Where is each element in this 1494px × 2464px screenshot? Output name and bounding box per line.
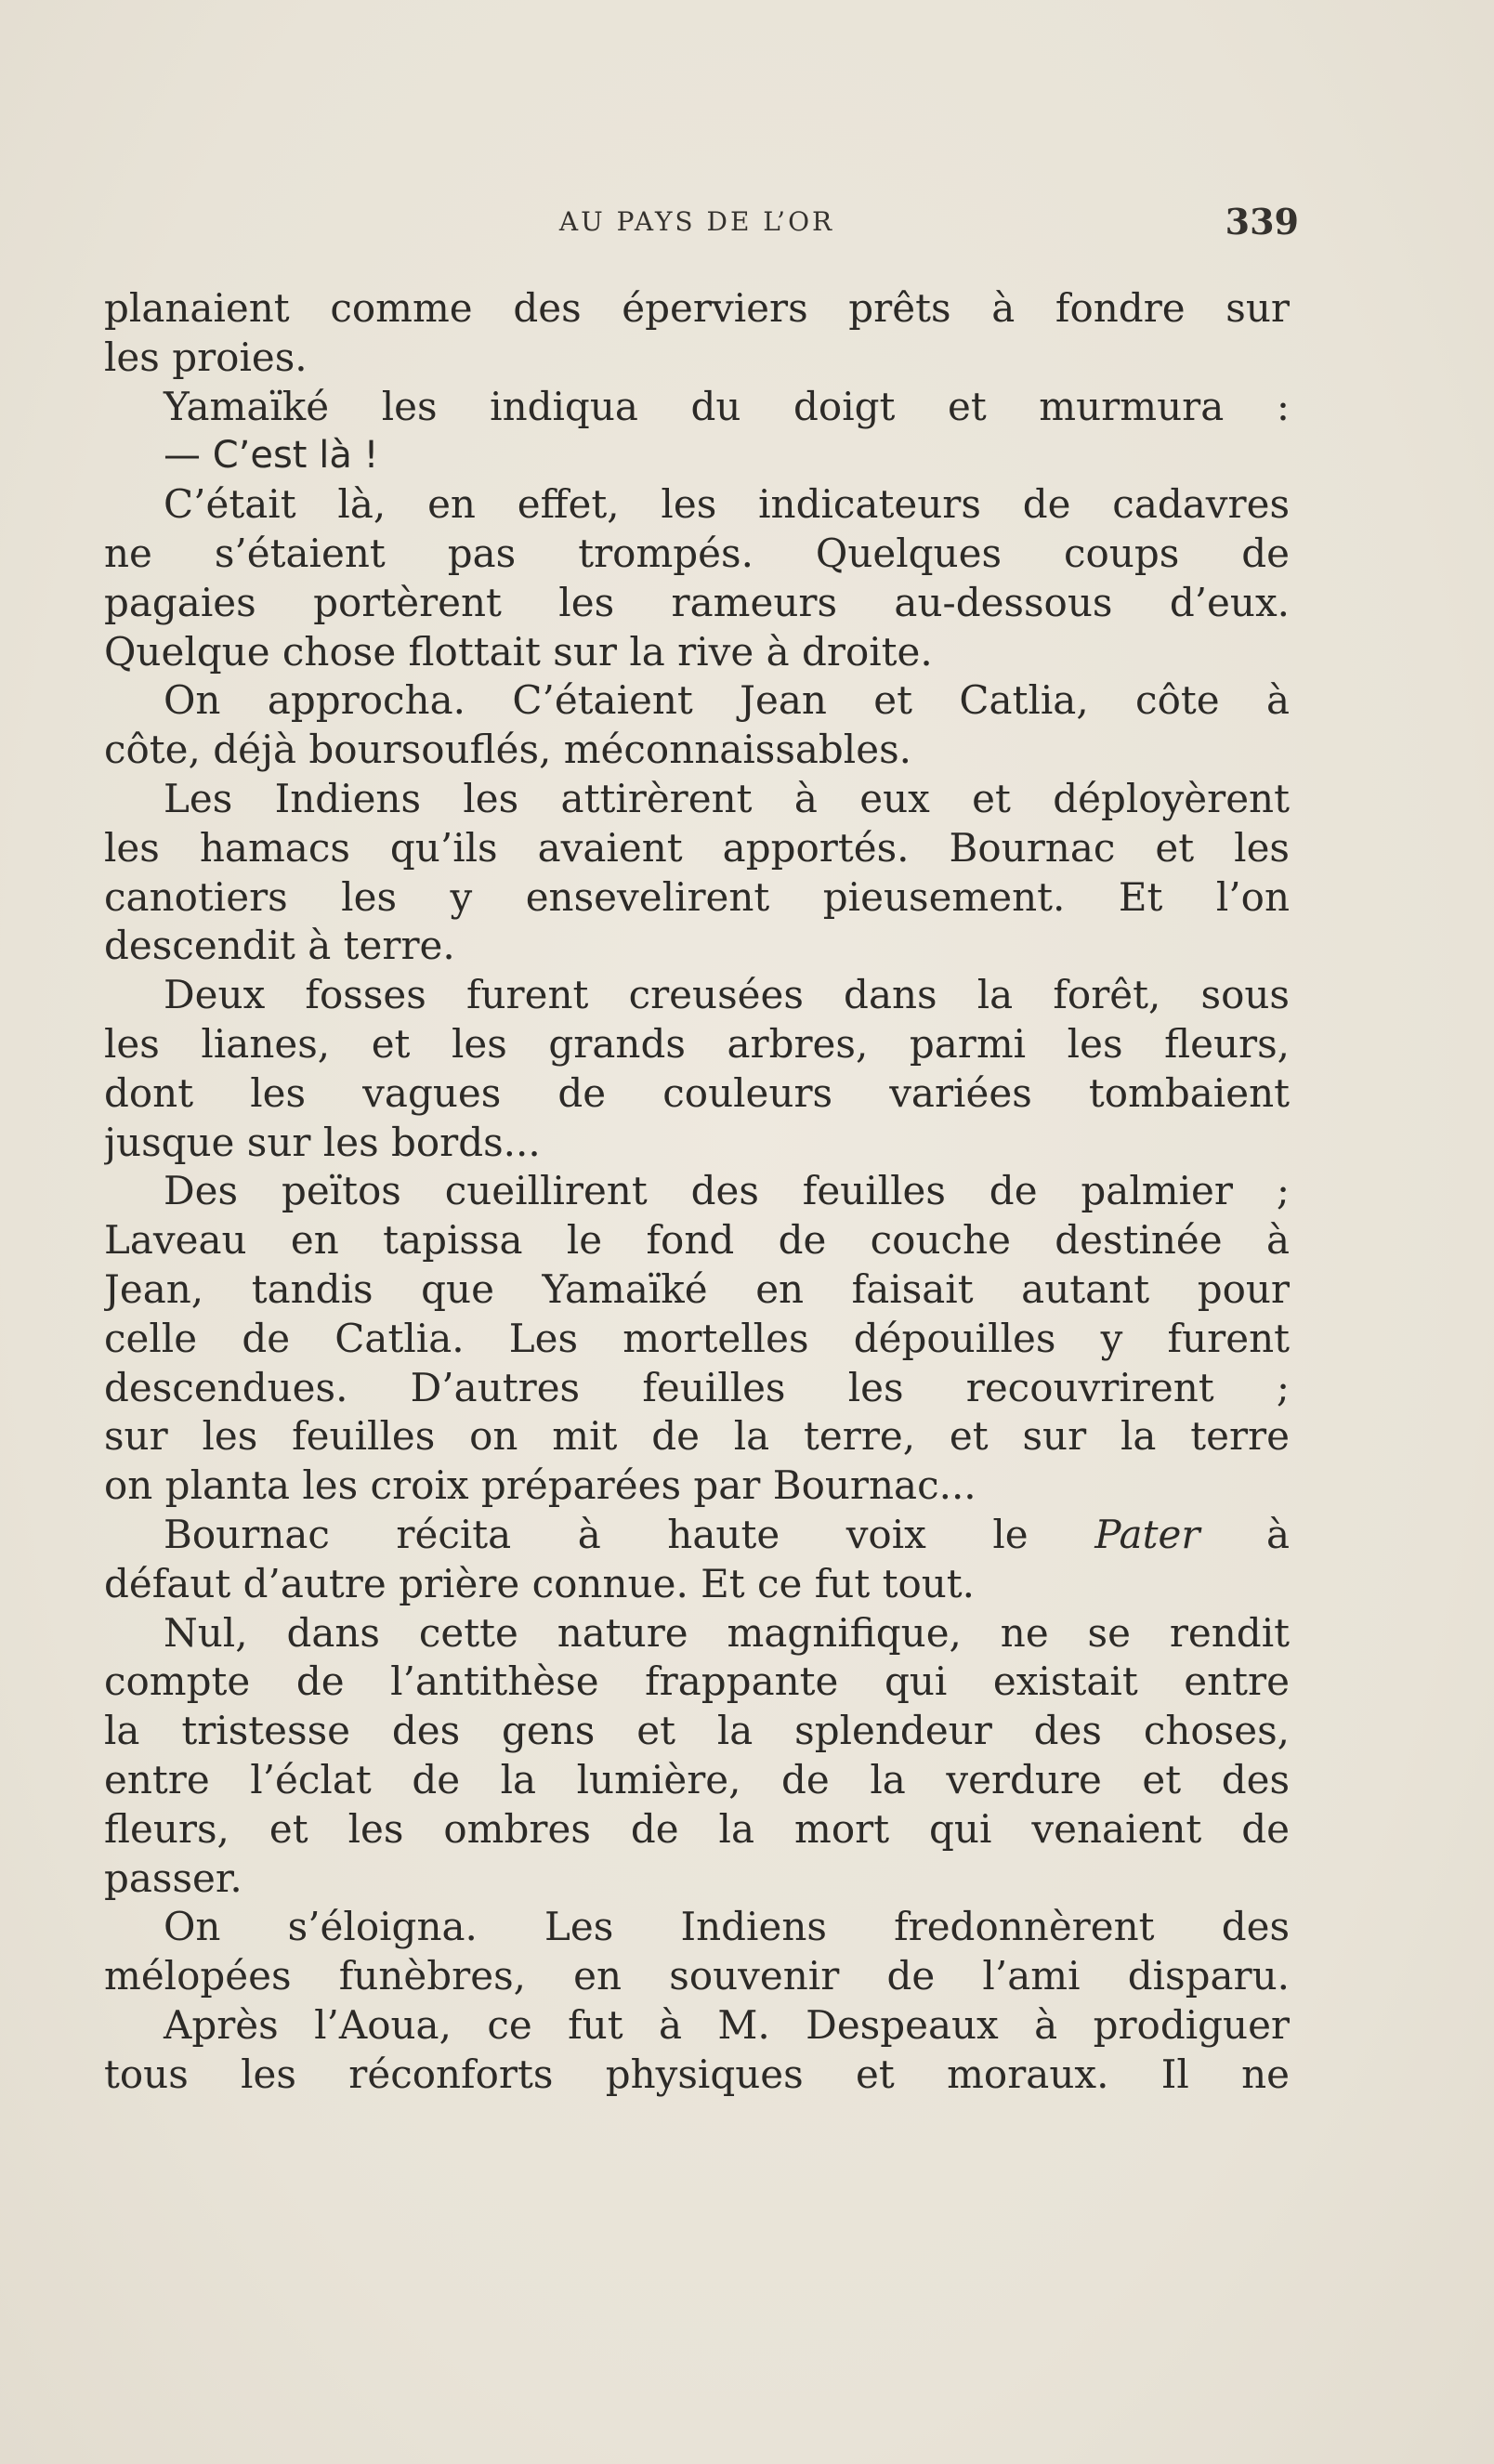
- text-line: [104, 1511, 1290, 1560]
- running-title: AU PAYS DE L’OR: [558, 206, 835, 237]
- text-line: défaut d’autre prière connue. Et ce fut tout.: [104, 1560, 976, 1606]
- text-line: les proies.: [104, 334, 308, 380]
- text-fragment: à: [1265, 1511, 1290, 1557]
- text-line: Quelque chose flottait sur la rive à droite.: [104, 628, 933, 675]
- text-line: Après l’Aoua, ce fut à M. Despeaux à prodiguer: [164, 2001, 1290, 2048]
- text-line: Nul, dans cette nature magnifique, ne se rendit: [164, 1609, 1290, 1656]
- text-line: les lianes, et les grands arbres, parmi les fleurs,: [104, 1020, 1290, 1067]
- text-line: Yamaïké les indiqua du doigt et murmura :: [164, 383, 1290, 429]
- italic-term: Pater: [1094, 1511, 1200, 1557]
- body-text: [104, 284, 1290, 2099]
- text-line: fleurs, et les ombres de la mort qui venaient de: [104, 1805, 1290, 1852]
- dialogue-line: — C’est là !: [164, 434, 379, 478]
- text-line: les hamacs qu’ils avaient apportés. Bournac et les: [104, 824, 1290, 871]
- text-line: ne s’étaient pas trompés. Quelques coups de: [104, 530, 1290, 576]
- text-line: mélopées funèbres, en souvenir de l’ami disparu.: [104, 1953, 1290, 1999]
- text-line: jusque sur les bords...: [104, 1119, 541, 1165]
- text-line: descendues. D’autres feuilles les recouvrirent ;: [104, 1364, 1290, 1410]
- text-line: tous les réconforts physiques et moraux. Il ne: [104, 2051, 1290, 2097]
- text-line: Les Indiens les attirèrent à eux et déployèrent: [164, 775, 1290, 821]
- text-line: Jean, tandis que Yamaïké en faisait autant pour: [104, 1265, 1290, 1312]
- text-line: côte, déjà boursouflés, méconnaissables.: [104, 727, 911, 773]
- text-line: celle de Catlia. Les mortelles dépouilles y furent: [104, 1315, 1290, 1361]
- text-line: canotiers les y ensevelirent pieusement. Et l’on: [104, 873, 1290, 920]
- text-line: dont les vagues de couleurs variées tombaient: [104, 1069, 1290, 1116]
- text-line: pagaies portèrent les rameurs au-dessous d’eux.: [104, 579, 1290, 625]
- page-number: 339: [1225, 201, 1299, 242]
- text-line: Deux fosses furent creusées dans la forêt, sous: [164, 972, 1290, 1018]
- text-line: entre l’éclat de la lumière, de la verdure et des: [104, 1756, 1290, 1802]
- text-line: Laveau en tapissa le fond de couche destinée à: [104, 1217, 1290, 1264]
- text-line: C’était là, en effet, les indicateurs de cadavres: [164, 481, 1290, 528]
- text-line: la tristesse des gens et la splendeur des choses,: [104, 1708, 1290, 1754]
- text-line: descendit à terre.: [104, 923, 455, 969]
- text-line: on planta les croix préparées par Bournac...: [104, 1462, 976, 1509]
- text-fragment: Bournac récita à haute voix le: [164, 1511, 1029, 1557]
- text-line: planaient comme des éperviers prêts à fondre sur: [104, 285, 1290, 331]
- text-line: On s’éloigna. Les Indiens fredonnèrent des: [164, 1904, 1290, 1950]
- text-line: Des peïtos cueillirent des feuilles de palmier ;: [164, 1168, 1290, 1214]
- running-head: [104, 195, 1299, 251]
- text-line: passer.: [104, 1855, 242, 1901]
- text-line: compte de l’antithèse frappante qui existait entre: [104, 1658, 1290, 1705]
- text-line: On approcha. C’étaient Jean et Catlia, côte à: [164, 677, 1290, 724]
- text-line: sur les feuilles on mit de la terre, et sur la terre: [104, 1413, 1290, 1460]
